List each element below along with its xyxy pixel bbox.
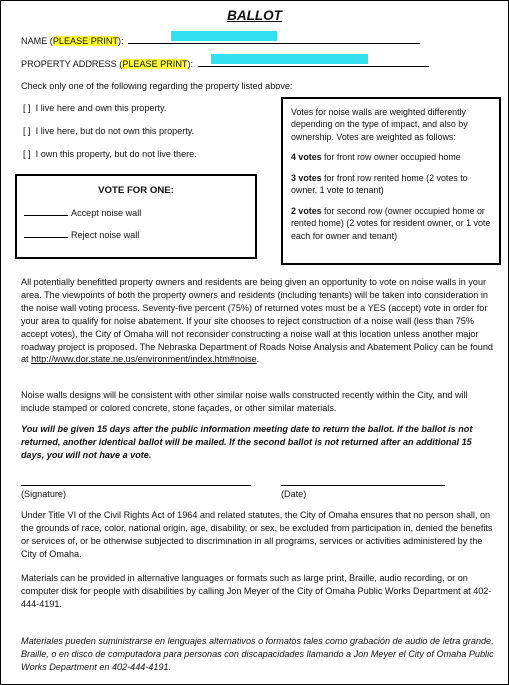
date-line[interactable]	[281, 484, 445, 486]
option-checkbox[interactable]: [ ]	[23, 126, 31, 136]
address-label-highlight: PLEASE PRINT	[122, 59, 188, 69]
option-live-not-own[interactable]	[23, 125, 194, 138]
weight-bold: 2 votes	[291, 205, 322, 216]
weight-bold: 4 votes	[291, 152, 322, 163]
weights-intro: Votes for noise walls are weighted differently depending on the type of impact, and also by ownership. Votes are weighted as follows:	[291, 107, 468, 142]
signature-line[interactable]	[21, 484, 251, 486]
option-label: I live here, but do not own this property.	[35, 126, 195, 136]
option-label: I live here and own this property.	[35, 103, 167, 113]
vote-weights-box	[281, 97, 501, 265]
reject-option[interactable]	[24, 228, 255, 242]
check-instruction: Check only one of the following regarding the property listed above:	[21, 81, 293, 91]
address-field	[21, 57, 429, 71]
option-checkbox[interactable]: [ ]	[23, 149, 31, 159]
name-label-after: ):	[118, 36, 124, 46]
name-label-before: NAME (	[21, 36, 53, 46]
accept-blank[interactable]	[24, 206, 68, 216]
civil-rights-paragraph: Under Title VI of the Civil Rights Act of 1964 and related statutes, the City of Omaha ensures that no person shall, on the grounds of race, color, national origin, age, disability, or sex, be excluded from participation in, denied the benefits or services of, or be otherwise subjected to discrimination in all programs, services or activities administered by the City of Omaha.	[21, 510, 493, 559]
weight-front-rented	[291, 172, 491, 197]
option-checkbox[interactable]: [ ]	[23, 103, 31, 113]
deadline-paragraph: You will be given 15 days after the public information meeting date to return the ballot. If the ballot is not returned, another identical ballot will be mailed. If the second ballot is not returned after an additional 15 days, you will not have a vote.	[21, 424, 473, 460]
date-label: (Date)	[281, 489, 307, 499]
ballot-title: BALLOT	[227, 8, 282, 23]
wall-design-paragraph: Noise walls designs will be consistent with other similar noise walls constructed recently within the City, and will include stamped or colored concrete, stone façades, or other similar materials.	[21, 390, 468, 413]
reject-label: Reject noise wall	[71, 229, 140, 240]
weight-text: for front row rented home (2 votes to owner, 1 vote to tenant)	[291, 172, 468, 196]
weight-text: for front row owner occupied home	[321, 152, 461, 163]
noise-policy-link[interactable]: http://www.dor.state.ne.us/environment/index.htm#noise	[31, 354, 257, 365]
voting-info-text: All potentially benefitted property owners and residents are being given an opportunity to vote on noise walls in your area. The viewpoints of both the property owners and residents (including tenants) will be taken into consideration in the noise wall voting process. Seventy-five percent (75%) of returned votes must be a YES (accept) vote in order for your area to qualify for noise abatement. If your site chooses to reject construction of a noise wall (less than 75% accept votes), the City of Omaha will not reconsider constructing a noise wall at this location unless another major roadway project is proposed. The Nebraska Department of Roads Noise Analysis and Abatement Policy can be found at	[21, 277, 493, 365]
address-redaction	[211, 54, 368, 64]
voting-info-paragraph	[21, 276, 496, 366]
address-label-before: PROPERTY ADDRESS (	[21, 59, 123, 69]
weight-front-owner	[291, 151, 491, 163]
option-own-not-live[interactable]	[23, 148, 197, 161]
name-label-highlight: PLEASE PRINT	[52, 36, 119, 46]
vote-box	[15, 174, 257, 259]
accept-label: Accept noise wall	[71, 207, 142, 218]
address-label-after: ):	[187, 59, 194, 69]
weight-text: for second row (owner occupied home or rented home) (2 votes for resident owner, or 1 vote each for owner and tenant)	[291, 205, 491, 241]
name-input-line[interactable]	[128, 34, 420, 44]
vote-box-title: VOTE FOR ONE:	[98, 185, 174, 196]
spanish-formats-paragraph: Materiales pueden suministrarse en lenguajes alternativos o formatos tales como grabación de audio de letra grande, Braille, o en disco de computadora para personas con discapacidades llamando a Jon Meyer el City of Omaha Public Works Department en 402-444-4191.	[21, 636, 494, 672]
name-redaction	[171, 31, 277, 41]
option-label: I own this property, but do not live there.	[35, 149, 197, 159]
option-own-live[interactable]	[23, 102, 166, 115]
address-input-line[interactable]	[198, 57, 429, 67]
alternative-formats-paragraph: Materials can be provided in alternative languages or formats such as large print, Braille, audio recording, or on computer disk for people with disabilities by calling Jon Meyer of the City of Omaha Public Works Department at 402-444-4191.	[21, 573, 492, 609]
weight-second-row	[291, 205, 491, 242]
accept-option[interactable]	[24, 206, 255, 220]
voting-info-end: .	[256, 354, 260, 365]
reject-blank[interactable]	[24, 228, 68, 238]
weight-bold: 3 votes	[291, 172, 322, 183]
name-field	[21, 34, 420, 48]
signature-label: (Signature)	[21, 489, 66, 499]
